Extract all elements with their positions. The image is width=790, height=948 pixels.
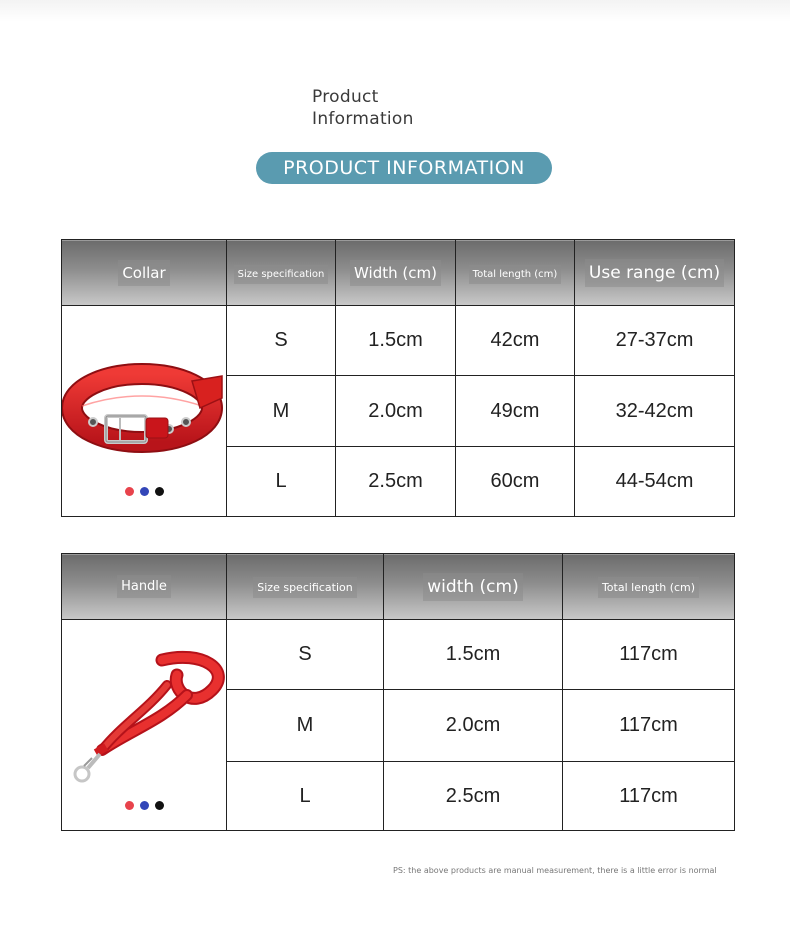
size-cell: S bbox=[227, 306, 336, 376]
size-cell: L bbox=[227, 447, 336, 517]
use-range-cell: 27-37cm bbox=[575, 306, 735, 376]
red-color-dot bbox=[125, 801, 134, 810]
size-spec-header-label: Size specification bbox=[234, 265, 329, 284]
use-range-cell: 32-42cm bbox=[575, 376, 735, 447]
color-options bbox=[62, 481, 226, 500]
color-options bbox=[62, 795, 226, 814]
red-color-dot bbox=[125, 487, 134, 496]
section-title-line1: Product bbox=[312, 87, 379, 107]
measurement-footnote: PS: the above products are manual measurement, there is a little error is normal bbox=[393, 866, 717, 875]
table-row bbox=[62, 306, 735, 376]
handle-spec-table bbox=[61, 553, 735, 831]
collar-image-cell bbox=[62, 306, 227, 517]
use-range-header-label: Use range (cm) bbox=[585, 259, 724, 287]
total-length-cell: 117cm bbox=[563, 762, 735, 831]
red-collar-image bbox=[62, 326, 227, 506]
leash-image-cell bbox=[62, 620, 227, 831]
width-cell: 2.5cm bbox=[336, 447, 456, 517]
handle-header-cell bbox=[62, 554, 227, 620]
width-cell: 2.0cm bbox=[336, 376, 456, 447]
collar-header-cell bbox=[62, 240, 227, 306]
total-length-header-label: Total length (cm) bbox=[469, 265, 562, 284]
size-cell: L bbox=[227, 762, 384, 831]
blue-color-dot bbox=[140, 801, 149, 810]
size-cell: M bbox=[227, 690, 384, 762]
use-range-header-cell bbox=[575, 240, 735, 306]
size-spec-header-cell bbox=[227, 240, 336, 306]
total-length-header-cell bbox=[563, 554, 735, 620]
size-spec-header-cell bbox=[227, 554, 384, 620]
table-row bbox=[62, 620, 735, 690]
black-color-dot bbox=[155, 487, 164, 496]
width-header-label: Width (cm) bbox=[350, 260, 441, 286]
width-cell: 1.5cm bbox=[336, 306, 456, 376]
total-length-cell: 60cm bbox=[456, 447, 575, 517]
collar-spec-table bbox=[61, 239, 735, 517]
blue-color-dot bbox=[140, 487, 149, 496]
total-length-cell: 49cm bbox=[456, 376, 575, 447]
size-cell: M bbox=[227, 376, 336, 447]
product-information-banner: PRODUCT INFORMATION bbox=[256, 152, 552, 184]
size-cell: S bbox=[227, 620, 384, 690]
width-header-cell bbox=[384, 554, 563, 620]
width-cell: 2.0cm bbox=[384, 690, 563, 762]
handle-header-row bbox=[62, 554, 735, 620]
size-spec-header-label: Size specification bbox=[253, 577, 356, 598]
collar-header-row bbox=[62, 240, 735, 306]
width-cell: 2.5cm bbox=[384, 762, 563, 831]
total-length-cell: 117cm bbox=[563, 690, 735, 762]
use-range-cell: 44-54cm bbox=[575, 447, 735, 517]
top-strip bbox=[0, 0, 790, 22]
black-color-dot bbox=[155, 801, 164, 810]
total-length-cell: 117cm bbox=[563, 620, 735, 690]
total-length-header-cell bbox=[456, 240, 575, 306]
collar-header-label: Collar bbox=[118, 260, 169, 286]
width-cell: 1.5cm bbox=[384, 620, 563, 690]
handle-header-label: Handle bbox=[117, 575, 171, 598]
width-header-label: width (cm) bbox=[423, 573, 522, 601]
section-title bbox=[312, 86, 414, 130]
section-title-line2: Information bbox=[312, 109, 414, 129]
total-length-cell: 42cm bbox=[456, 306, 575, 376]
total-length-header-label: Total length (cm) bbox=[598, 577, 699, 598]
width-header-cell bbox=[336, 240, 456, 306]
